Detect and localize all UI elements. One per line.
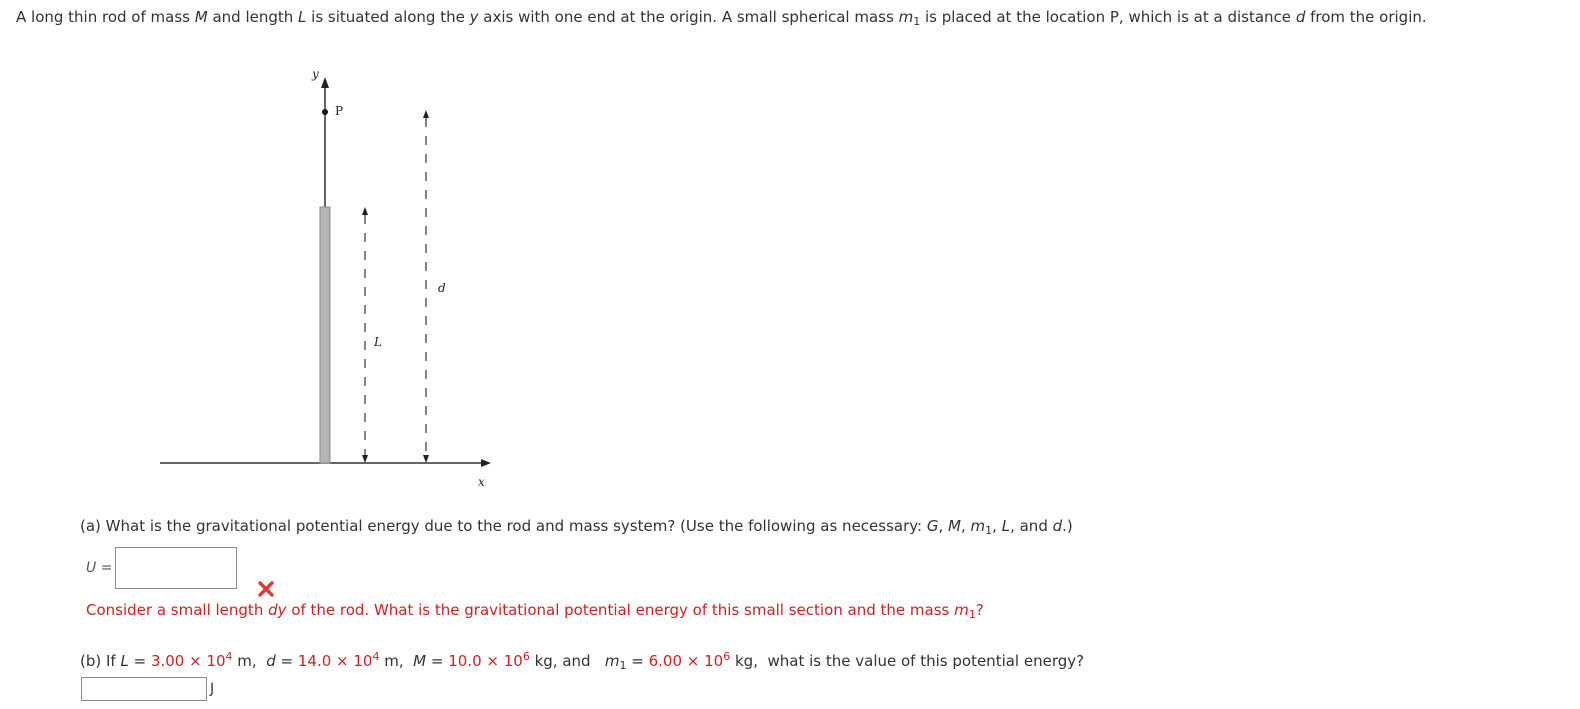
and-text: and [557,652,596,670]
subscript: 1 [985,524,993,537]
hint-text: Consider a small length [86,601,269,619]
answer-a-label [86,560,112,576]
intro-text: is situated along the [306,8,470,26]
x-axis-label: x [478,475,485,489]
l-label: L [374,335,382,349]
equals-sign: = [626,652,649,670]
answer-a-row [86,547,237,589]
answer-b-input[interactable] [81,677,207,701]
part-b-prefix: (b) If [80,652,121,670]
value-L [151,652,233,670]
x-mark-icon [257,580,275,598]
rod [320,207,330,463]
var-U: U [86,560,97,576]
part-a-text: (a) What is the gravitational potential energy due to the rod and mass system? (Use the following as necessary: [80,517,927,535]
exponent: 4 [225,650,233,663]
p-label: P [335,104,344,118]
part-a-end: .) [1062,517,1073,535]
value-M-mantissa: 10.0 × 10 [448,652,523,670]
d-arrow-bottom [423,455,429,463]
value-M [448,652,530,670]
value-d-mantissa: 14.0 × 10 [297,652,373,670]
hint-feedback [86,599,984,621]
exponent: 6 [723,650,731,663]
y-axis-label: y [312,67,319,81]
value-m1-mantissa: 6.00 × 10 [648,652,724,670]
y-axis-arrowhead [321,77,329,88]
var-m1: m [954,601,969,619]
separator: , [992,517,1002,535]
value-d [298,652,380,670]
problem-statement [16,6,1427,28]
var-L: L [1001,517,1011,535]
var-dy: dy [268,601,287,619]
separator: , [961,517,971,535]
var-m1: m [604,652,620,670]
l-arrow-top [362,207,368,215]
value-m1 [649,652,731,670]
equals-sign: = [275,652,298,670]
var-d: d [1295,8,1306,26]
var-M: M [413,652,427,670]
rod-diagram [155,60,505,500]
d-label: d [438,281,446,295]
intro-text: and length [207,8,299,26]
x-axis-arrowhead [481,459,491,467]
intro-text: from the origin. [1305,8,1427,26]
var-m1: m [898,8,914,26]
intro-text: is placed at the location P, which is at a distance [920,8,1296,26]
var-G: G [926,517,939,535]
answer-b-row [81,677,214,701]
unit-m: m, [232,652,257,670]
var-m1: m [970,517,986,535]
var-M: M [948,517,961,535]
var-y: y [469,8,479,26]
equals-sign: = [426,652,449,670]
exponent: 6 [522,650,530,663]
separator: , and [1010,517,1053,535]
var-L: L [120,652,129,670]
equals-sign: = [96,560,113,576]
var-d: d [266,652,276,670]
subscript: 1 [619,659,627,672]
exponent: 4 [372,650,380,663]
subscript: 1 [913,15,921,28]
point-p [322,109,328,115]
value-L-mantissa: 3.00 × 10 [150,652,226,670]
intro-text: A long thin rod of mass [16,8,195,26]
d-arrow-top [423,110,429,118]
unit-kg: kg, [730,652,758,670]
part-a-question [80,515,1073,537]
hint-text: ? [975,601,984,619]
part-b-text: what is the value of this potential energy? [762,652,1085,670]
var-L: L [298,8,307,26]
unit-joule: J [210,681,215,697]
equals-sign: = [128,652,151,670]
unit-kg: kg, [529,652,558,670]
intro-text: axis with one end at the origin. A small spherical mass [478,8,899,26]
var-M: M [194,8,208,26]
hint-text: of the rod. What is the gravitational potential energy of this small section and the mass [286,601,955,619]
part-b-question [80,650,1084,672]
separator: , [938,517,949,535]
answer-a-input[interactable] [115,547,237,589]
unit-m: m, [379,652,404,670]
l-arrow-bottom [362,455,368,463]
var-d: d [1052,517,1063,535]
subscript: 1 [968,608,976,621]
